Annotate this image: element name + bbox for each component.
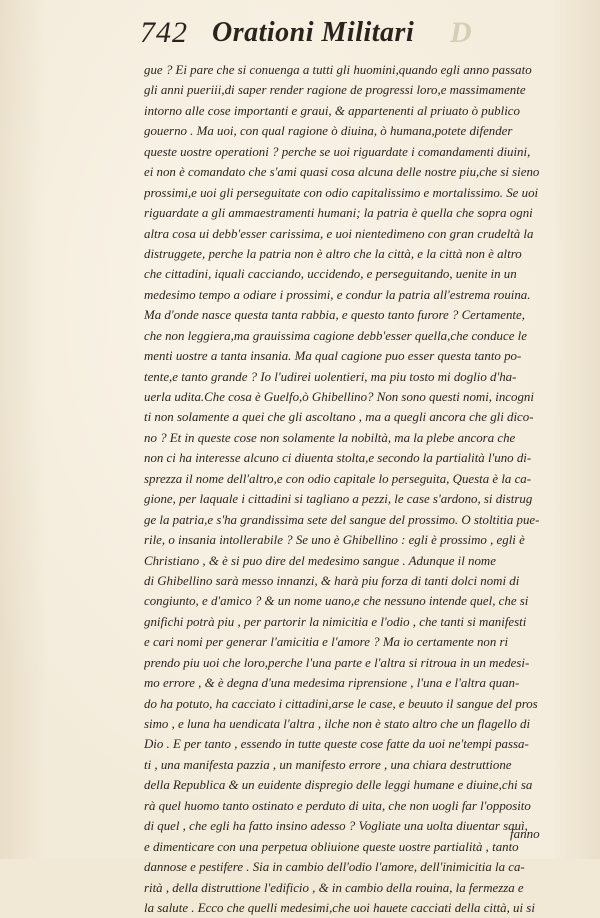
text-line: ti non solamente a quei che gli ascoltano , ma a quegli ancora che gli dico-: [144, 410, 534, 425]
text-line: distruggete, perche la patria non è altro che la città, e la città non è altro: [144, 246, 522, 261]
text-line: queste uostre operationi ? perche se uoi riguardate i comandamenti diuini,: [144, 144, 531, 159]
text-line: non ci ha interesse alcuno ci diuenta stolta,e secondo la partialità l'uno di-: [144, 451, 532, 466]
text-line: riguardate a gli ammaestramenti humani; la patria è quella che sopra ogni: [144, 206, 533, 221]
text-line: mo errore , & è degna d'una medesima riprensione , l'una e l'altra quan-: [144, 676, 520, 691]
text-line: la salute . Ecco che quelli medesimi,che uoi hauete cacciati della città, ui si: [144, 900, 535, 915]
text-line: ge la patria,e s'ha grandissima sete del sangue del prossimo. O stoltitia pue-: [144, 512, 540, 527]
text-line: medesimo tempo a odiare i prossimi, e condur la patria all'estrema rouina.: [144, 287, 531, 302]
body-text: [144, 60, 544, 918]
text-line: Dio . E per tanto , essendo in tutte queste cose fatte da uoi ne'tempi passa-: [144, 737, 529, 752]
text-line: prendo piu uoi che loro,perche l'una parte e l'altra si ritroua in un medesi-: [144, 655, 530, 670]
text-line: no ? Et in queste cose non solamente la nobiltà, ma la plebe ancora che: [144, 430, 516, 445]
text-line: di Ghibellino sarà messo innanzi, & harà piu forza di tanti dolci nomi di: [144, 573, 520, 588]
text-line: Christiano , & è si puo dire del medesimo sangue . Adunque il nome: [144, 553, 496, 568]
text-line: prossimi,e uoi gli perseguitate con odio capitalissimo e mortalissimo. Se uoi: [144, 185, 539, 200]
text-line: congiunto, e d'amico ? & un nome uano,e che nessuno intende quel, che si: [144, 594, 529, 609]
page-number: 742: [140, 16, 188, 49]
catchword: fanno: [510, 826, 540, 841]
running-title: Orationi Militari: [212, 17, 415, 48]
text-line: gue ? Ei pare che si conuenga a tutti gli huomini,quando egli anno passato: [144, 63, 532, 77]
text-line: gli anni pueriii,di saper render ragione de progressi loro,e massimamente: [144, 83, 526, 98]
text-line: do ha potuto, ha cacciato i cittadini,arse le case, e beuuto il sangue del pros: [144, 696, 538, 711]
text-line: dannose e pestifere . Sia in cambio dell'odio l'amore, dell'inimicitia la ca-: [144, 860, 525, 875]
text-line: rile, o insania intollerabile ? Se uno è Ghibellino : egli è prossimo , egli è: [144, 533, 525, 548]
text-line: di quel , che egli ha fatto insino adesso ? Vogliate una uolta diuentar sauì,: [144, 819, 528, 834]
text-line: che cittadini, iquali cacciando, uccidendo, e perseguitando, uenite in un: [144, 267, 517, 282]
text-line: che non leggiera,ma grauissima cagione debb'esser quella,che conduce le: [144, 328, 527, 343]
text-line: della Republica & un euidente dispregio delle leggi humane e diuine,chi sa: [144, 778, 533, 793]
text-line: rità , della distruttione l'edificio , & in cambio della rouina, la fermezza e: [144, 880, 524, 895]
text-line: gione, per laquale i cittadini si tagliano a pezzi, le case s'ardono, si distrug: [144, 492, 533, 507]
page-header: [140, 14, 440, 52]
text-line: ti , una manifesta pazzia , un manifesto errore , una chiara destruttione: [144, 757, 512, 772]
text-line: altra cosa ui debb'esser carissima, e uoi nientedimeno con gran crudeltà la: [144, 226, 534, 241]
text-line: intorno alle cose importanti e graui, & appartenenti al priuato ò publico: [144, 103, 520, 118]
text-line: e cari nomi per generar l'amicitia e l'amore ? Ma io certamente non ri: [144, 635, 509, 650]
text-line: gouerno . Ma uoi, con qual ragione ò diuina, ò humana,potete difender: [144, 124, 513, 139]
text-line: simo , e luna ha uendicata l'altra , ilche non è stato altro che un flagello di: [144, 717, 531, 731]
text-line: rà quel huomo tanto ostinato e perduto di uita, che non uogli far l'opposito: [144, 798, 531, 813]
text-line: uerla udita.Che cosa è Guelfo,ò Ghibellino? Non sono questi nomi, incogni: [144, 390, 534, 404]
text-line: menti uostre a tanta insania. Ma qual cagione puo esser questa tanto po-: [144, 349, 522, 364]
text-line: gnifichi potrà piu , per partorir la nimicitia e l'odio , che tanti si manifesti: [144, 614, 527, 629]
text-line: e dimenticare con una perpetua obliuione queste uostre partialità , tanto: [144, 839, 519, 854]
text-line: tente,e tanto grande ? Io l'udirei uolentieri, ma piu tosto mi doglio d'ha-: [144, 369, 517, 384]
text-line: sprezza il nome dell'altro,e con odio capitale lo perseguita, Questa è la ca-: [144, 471, 532, 486]
text-line: Ma d'onde nasce questa tanta rabbia, e questo tanto furore ? Certamente,: [144, 308, 525, 323]
text-line: ei non è comandato che s'ami quasi cosa alcuna delle nostre piu,che si sieno: [144, 165, 540, 180]
bleed-through-mark: D: [450, 16, 472, 49]
